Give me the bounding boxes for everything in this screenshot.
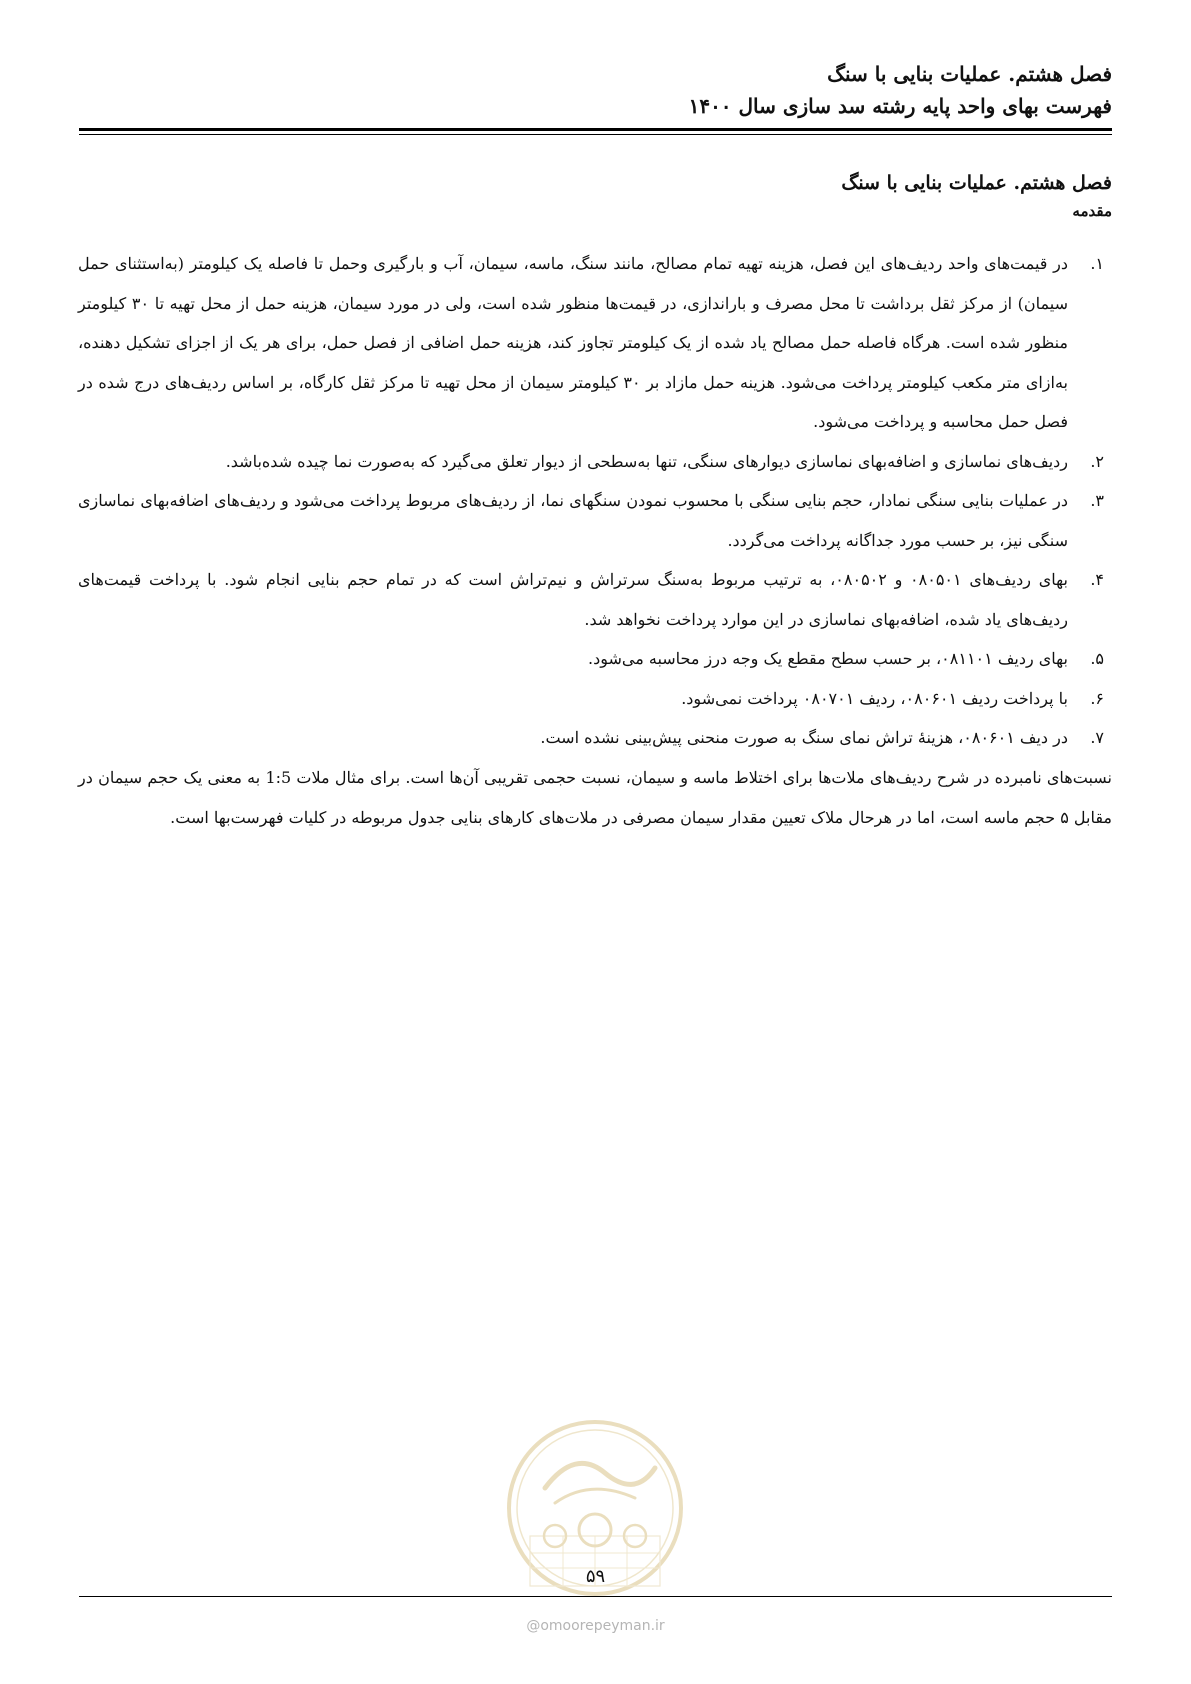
list-item-text: در قیمت‌های واحد ردیف‌های این فصل، هزینه تهیه تمام مصالح، مانند سنگ، ماسه، سیمان، آب و بارگیری وحمل تا فاصله یک کیلومتر (به‌استثنای حمل سیمان) از مرکز ثقل برداشت تا محل مصرف و باراندازی، در قیمت‌ها منظور شده است، ولی در مورد سیمان، هزینه حمل از محل تهیه تا ۳۰ کیلومتر منظور شده است. هرگاه فاصله حمل مصالح یاد شده از یک کیلومتر تجاوز کند، هزینه حمل اضافی از فصل حمل، برای هر یک از اجزای تشکیل دهنده، به‌ازای متر مکعب کیلومتر پرداخت می‌شود. هزینه حمل مازاد بر ۳۰ کیلومتر سیمان از محل تهیه تا مرکز ثقل کارگاه، بر اساس ردیف‌های درج شده در فصل حمل محاسبه و پرداخت می‌شود. [78,254,1068,431]
list-item [78,639,1112,679]
list-item-number: ۵. [1090,649,1104,668]
list-item-number: ۱. [1090,254,1104,273]
list-item-text: ردیف‌های نماسازی و اضافه‌بهای نماسازی دیوارهای سنگی، تنها به‌سطحی از دیوار تعلق می‌گیرد که به‌صورت نما چیده شده‌باشد. [225,451,1068,471]
page-header [78,58,1112,122]
numbered-list [78,244,1112,758]
list-item-number: ۴. [1090,570,1104,589]
list-item-number: ۲. [1090,451,1104,471]
list-item [78,679,1112,719]
list-item [78,442,1112,482]
list-item [78,560,1112,639]
list-item-number: ۷. [1090,728,1104,747]
list-item-text: بهای ردیف‌های ۰۸۰۵۰۱ و ۰۸۰۵۰۲، به ترتیب مربوط به‌سنگ سرتراش و نیم‌تراش است که در تمام حجم بنایی انجام شود. با پرداخت قیمت‌های ردیف‌های یاد شده، اضافه‌بهای نماسازی در این موارد پرداخت نخواهد شد. [78,570,1068,629]
header-rule-thick [79,128,1112,131]
page-number: ۵۹ [585,1566,606,1587]
closing-paragraph: نسبت‌های نامبرده در شرح ردیف‌های ملات‌ها برای اختلاط ماسه و سیمان، نسبت حجمی تقریبی آن‌ها است. برای مثال ملات 1:5 به معنی یک حجم سیمان در مقابل ۵ حجم ماسه است، اما در هرحال ملاک تعیین مقدار سیمان مصرفی در ملات‌های کارهای بنایی جدول مربوطه در کلیات فهرست‌بها است. [78,767,1113,827]
list-item [78,718,1112,758]
watermark-url: @omoorepeyman.ir [526,1618,665,1634]
list-item-text: در عملیات بنایی سنگی نمادار، حجم بنایی سنگی با محسوب نمودن سنگهای نما، از ردیف‌های مربوط پرداخت می‌شود و ردیف‌های اضافه‌بهای نماسازی سنگی نیز، بر حسب مورد جداگانه پرداخت می‌گردد. [78,491,1068,550]
section-subtitle: مقدمه [1072,202,1112,220]
header-title: فصل هشتم. عملیات بنایی با سنگ [827,62,1112,86]
page-content [78,168,1112,838]
list-item [78,481,1112,560]
header-subtitle: فهرست بهای واحد پایه رشته سد سازی سال ۱۴۰۰ [688,94,1112,118]
list-item [78,244,1112,442]
section-title: فصل هشتم. عملیات بنایی با سنگ [841,172,1112,194]
list-item-number: ۳. [1090,491,1104,510]
list-item-number: ۶. [1090,688,1104,708]
list-item-text: با پرداخت ردیف ۰۸۰۶۰۱، ردیف ۰۸۰۷۰۱ پرداخت نمی‌شود. [681,688,1068,708]
header-rule-thin [79,134,1112,135]
list-item-text: بهای ردیف ۰۸۱۱۰۱، بر حسب سطح مقطع یک وجه درز محاسبه می‌شود. [587,649,1068,668]
footer-rule [79,1596,1112,1597]
list-item-text: در دیف ۰۸۰۶۰۱، هزینۀ تراش نمای سنگ به صورت منحنی پیش‌بینی نشده است. [540,728,1068,747]
